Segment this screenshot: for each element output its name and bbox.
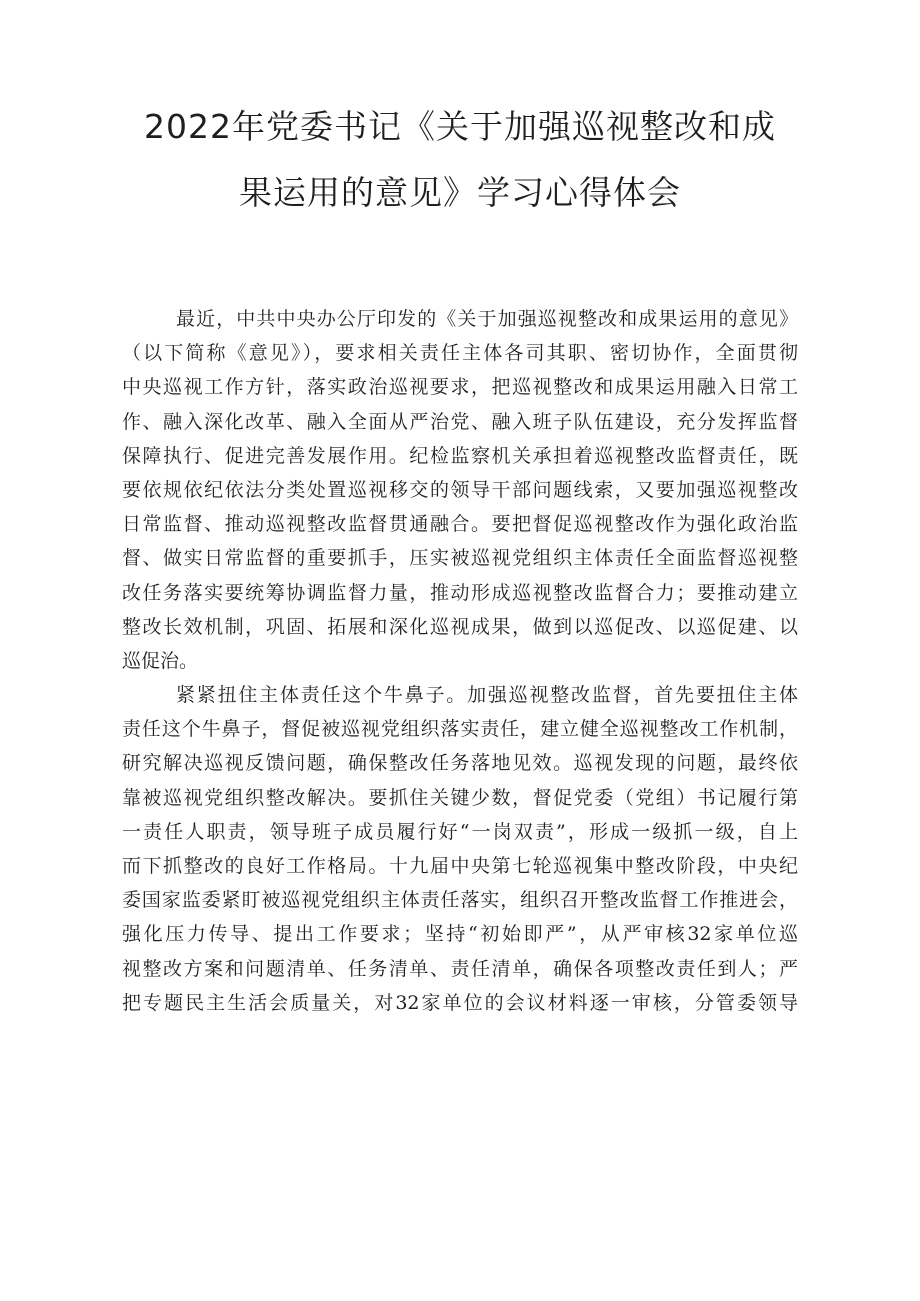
text-line: 靠被巡视党组织整改解决。要抓住关键少数，督促党委（党组）书记履行第 [122, 786, 798, 809]
text-line: 紧紧扭住主体责任这个牛鼻子。加强巡视整改监督，首先要扭住主体 [176, 684, 798, 707]
paragraph-2 [122, 678, 798, 1020]
text-line: 要依规依纪依法分类处置巡视移交的领导干部问题线索，又要加强巡视整改 [122, 478, 798, 501]
text-line: 最近，中共中央办公厅印发的《关于加强巡视整改和成果运用的意见》 [176, 308, 798, 330]
text-line: 责任这个牛鼻子，督促被巡视党组织落实责任，建立健全巡视整改工作机制， [122, 718, 798, 741]
text-line: 改任务落实要统筹协调监督力量，推动形成巡视整改监督合力；要推动建立 [122, 581, 798, 604]
text-line: 巡促治。 [122, 649, 199, 672]
title-line: 果运用的意见》学习心得体会 [239, 173, 681, 212]
text-line: （以下简称《意见》），要求相关责任主体各司其职、密切协作，全面贯彻 [122, 342, 798, 365]
text-line: 督、做实日常监督的重要抓手，压实被巡视党组织主体责任全面监督巡视整 [122, 547, 798, 570]
text-line: 强化压力传导、提出工作要求；坚持“初始即严”，从严审核32家单位巡 [122, 923, 798, 946]
text-line: 视整改方案和问题清单、任务清单、责任清单，确保各项整改责任到人；严 [122, 957, 798, 980]
text-line: 整改长效机制，巩固、拓展和深化巡视成果，做到以巡促改、以巡促建、以 [122, 615, 798, 638]
text-line: 保障执行、促进完善发展作用。纪检监察机关承担着巡视整改监督责任，既 [122, 444, 798, 467]
document-body [122, 302, 798, 1020]
text-line: 把专题民主生活会质量关，对32家单位的会议材料逐一审核，分管委领导 [122, 991, 798, 1014]
text-line: 研究解决巡视反馈问题，确保整改任务落地见效。巡视发现的问题，最终依 [122, 752, 798, 775]
text-line: 委国家监委紧盯被巡视党组织主体责任落实，组织召开整改监督工作推进会， [122, 889, 798, 912]
text-line: 一责任人职责，领导班子成员履行好“一岗双责”，形成一级抓一级，自上 [122, 820, 798, 843]
text-line: 作、融入深化改革、融入全面从严治党、融入班子队伍建设，充分发挥监督 [122, 410, 798, 433]
text-line: 而下抓整改的良好工作格局。十九届中央第七轮巡视集中整改阶段，中央纪 [122, 855, 798, 877]
paragraph-1 [122, 302, 798, 678]
text-line: 中央巡视工作方针，落实政治巡视要求，把巡视整改和成果运用融入日常工 [122, 376, 798, 399]
title-line: 2022年党委书记《关于加强巡视整改和成 [144, 107, 776, 146]
text-line: 日常监督、推动巡视整改监督贯通融合。要把督促巡视整改作为强化政治监 [122, 513, 798, 536]
document-title [100, 94, 820, 226]
